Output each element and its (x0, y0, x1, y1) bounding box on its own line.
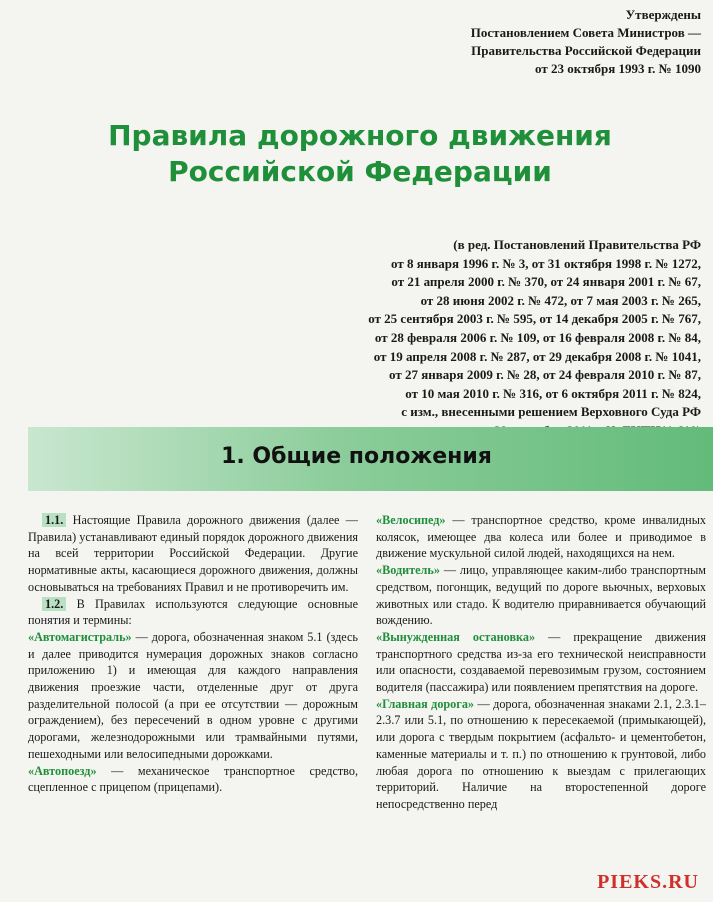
clause-text: В Правилах используются следующие основные понятия и термины: (28, 596, 358, 628)
term-definition: — механическое транспортное средство, сцепленное с прицепом (прицепами). (28, 763, 358, 795)
term-name: «Автопоезд» (28, 763, 97, 778)
title-line: Правила дорожного движения (108, 119, 612, 152)
paragraph-1-1 (28, 512, 358, 596)
approval-line: Постановлением Совета Министров — (470, 25, 701, 40)
approval-line: от 23 октября 1993 г. № 1090 (535, 61, 701, 76)
right-column (376, 512, 706, 813)
amendment-line: от 10 мая 2010 г. № 316, от 6 октября 2011 г. № 824, (405, 385, 701, 401)
term-forced-stop (376, 629, 706, 696)
term-definition: — лицо, управляющее каким-либо транспортным средством, погонщик, ведущий по дороге вьючных, верховых животных или стадо. К водителю приравнивается обучающий вождению. (376, 563, 706, 628)
amendment-line: от 27 января 2009 г. № 28, от 24 февраля 2010 г. № 87, (389, 367, 701, 383)
amendments-block (281, 236, 701, 441)
term-name: «Вынужденная остановка» (376, 629, 536, 644)
term-autobahn (28, 629, 358, 763)
amendment-line: от 28 февраля 2006 г. № 109, от 16 февраля 2008 г. № 84, (374, 329, 701, 345)
term-main-road (376, 696, 706, 813)
term-name: «Автомагистраль» (28, 629, 132, 644)
approval-block (371, 6, 701, 78)
document-title (60, 118, 660, 190)
term-definition: — дорога, обозначенная знаком 5.1 (здесь и далее приводится нумерация дорожных знаков согласно приложению 1) и имеющая для каждого направления движения проезжие части, отделенные друг от друга разделительной полосой (а при ее отсутствии — дорожным ограждением), без пересечений в одном уровне с другими дорогами, железнодорожными или трамвайными путями, пешеходными или велосипедными дорожками. (28, 629, 358, 761)
amendment-line: от 25 сентября 2003 г. № 595, от 14 декабря 2005 г. № 767, (368, 311, 701, 327)
amendment-line: от 19 апреля 2008 г. № 287, от 29 декабря 2008 г. № 1041, (373, 348, 701, 364)
term-name: «Велосипед» (376, 513, 446, 527)
approval-line: Правительства Российской Федерации (471, 43, 701, 58)
term-definition: — дорога, обозначенная знаками 2.1, 2.3.1–2.3.7 или 5.1, по отношению к пересекаемой (примыкающей), или дорога с твердым покрытием (асфальто- и цементобетон, каменные материалы и т. п.) по отношению к грунтовой, либо любая дорога по отношению к выездам с прилегающих территорий. Наличие на второстепенной дороге непосредственно перед (376, 696, 706, 811)
term-definition: — транспортное средство, кроме инвалидных колясок, имеющее два колеса или более и приводимое в движение мускульной силой людей, находящихся на нем. (376, 513, 706, 561)
amendment-line: с изм., внесенными решением Верховного Суда РФ (401, 404, 701, 420)
approval-line: Утверждены (625, 7, 701, 22)
section-title: 1. Общие положения (221, 444, 492, 469)
clause-text: Настоящие Правила дорожного движения (далее — Правила) устанавливают единый порядок дорожного движения на всей территории Российской Федерации. Другие нормативные акты, касающиеся дорожного движения, должны основываться на требованиях Правил и не противоречить им. (28, 513, 358, 594)
term-definition: — прекращение движения транспортного средства из-за его технической неисправности или опасности, создаваемой перевозимым грузом, состоянием водителя (пассажира) или появлением препятствия на дороге. (376, 629, 706, 695)
term-driver (376, 562, 706, 629)
clause-number: 1.2. (42, 597, 66, 611)
term-name: «Водитель» (376, 563, 440, 578)
amendment-line: от 28 июня 2002 г. № 472, от 7 мая 2003 г. № 265, (420, 292, 701, 308)
left-column (28, 512, 358, 796)
amendment-line: от 8 января 1996 г. № 3, от 31 октября 1998 г. № 1272, (391, 255, 701, 271)
amendment-line: (в ред. Постановлений Правительства РФ (453, 237, 701, 252)
clause-number: 1.1. (42, 513, 66, 527)
term-road-train (28, 763, 358, 796)
term-bicycle (376, 512, 706, 562)
site-watermark: PIEKS.RU (597, 871, 699, 893)
amendment-line: от 21 апреля 2000 г. № 370, от 24 января 2001 г. № 67, (391, 274, 701, 290)
paragraph-1-2 (28, 596, 358, 629)
title-line: Российской Федерации (168, 155, 552, 188)
term-name: «Главная дорога» (376, 696, 475, 711)
